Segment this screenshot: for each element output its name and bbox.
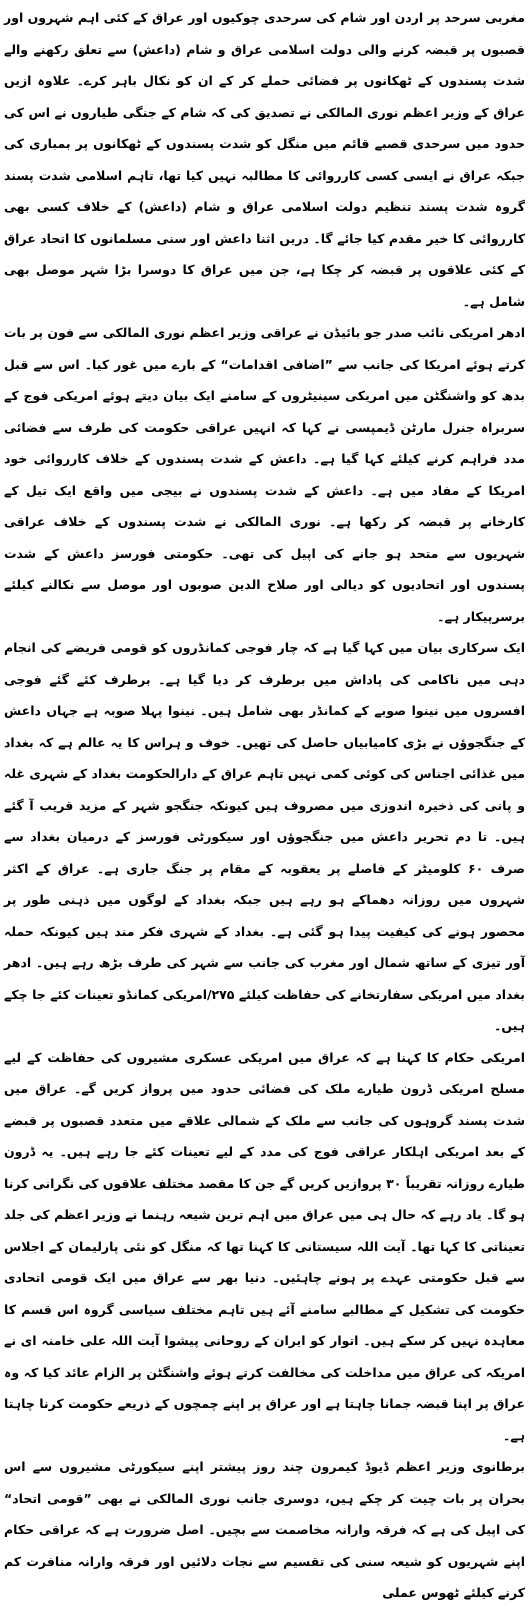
article-paragraph: ادھر امریکی نائب صدر جو بائیڈن نے عراقی وزیر اعظم نوری المالکی سے فون پر بات کرتے ہوئے امریکا کی جانب سے ”اضافی اقدامات“ کے بارے میں غور کیا۔ اس سے قبل بدھ کو واشنگٹن میں امریکی سینیٹروں کے سامنے ایک بیان دیتے ہوئے امریکی فوج کے سربراہ جنرل مارٹن ڈیمپسی نے کہا کہ انہیں عراقی حکومت کی طرف سے فضائی مدد فراہم کرنے کیلئے کہا گیا ہے۔ داعش کے شدت پسندوں کے خلاف کارروائی خود امریکا کے مفاد میں ہے۔ داعش کے شدت پسندوں نے بیجی میں واقع ایک تیل کے کارخانے پر قبضہ کر رکھا ہے۔ نوری المالکی نے شدت پسندوں کے خلاف عراقی شہریوں سے متحد ہو جانے کی اپیل کی تھی۔ حکومتی فورسز داعش کے شدت پسندوں اور اتحادیوں کو دیالی اور صلاح الدین صوبوں اور موصل سے نکالنے کیلئے برسرپیکار ہے۔	[4, 325, 525, 624]
article-paragraph: ایک سرکاری بیان میں کہا گیا ہے کہ چار فوجی کمانڈروں کو قومی فریضے کی انجام دہی میں ناکامی کی پاداش میں برطرف کر دیا گیا ہے۔ برطرف کئے گئے فوجی افسروں میں نینوا صوبے کے کمانڈر بھی شامل ہیں۔ نینوا پہلا صوبہ ہے جہاں داعش کے جنگجوؤں نے بڑی کامیابیاں حاصل کی تھیں۔ خوف و ہراس کا یہ عالم ہے کہ بغداد میں غذائی اجناس کی کوئی کمی نہیں تاہم عراق کے دارالحکومت بغداد کے شہری غلہ و پانی کی ذخیرہ اندوزی میں مصروف ہیں کیونکہ جنگجو شہر کے مزید قریب آ گئے ہیں۔ تا دم تحریر داعش میں جنگجوؤں اور سیکورٹی فورسز کے درمیان بغداد سے صرف ۶۰ کلومیٹر کے فاصلے پر یعقوبہ کے مقام پر جنگ جاری ہے۔ عراق کے اکثر شہروں میں روزانہ دھماکے ہو رہے ہیں جبکہ بغداد کے لوگوں میں ذہنی طور پر محصور ہونے کی کیفیت پیدا ہو گئی ہے۔ بغداد کے شہری فکر مند ہیں کیونکہ حملہ آور تیزی کے ساتھ شمال اور مغرب کی جانب سے شہر کی طرف بڑھ رہے ہیں۔ ادھر بغداد میں امریکی سفارتخانے کی حفاظت کیلئے ۲۷۵/امریکی کمانڈو تعینات کئے جا چکے ہیں۔	[4, 640, 525, 1033]
news-article	[4, 2, 525, 1600]
article-paragraph: مغربی سرحد پر اردن اور شام کی سرحدی چوکیوں اور عراق کے کئی اہم شہروں اور قصبوں پر قبضہ کرنے والی دولت اسلامی عراق و شام (داعش) سے تعلق رکھنے والے شدت پسندوں کے ٹھکانوں پر فضائی حملے کر کے ان کو نکال باہر کرے۔ علاوہ ازیں عراق کے وزیر اعظم نوری المالکی نے تصدیق کی کہ شام کے جنگی طیاروں نے اس کی حدود میں سرحدی قصبے قائم میں منگل کو شدت پسندوں کے ٹھکانوں پر بمباری کی جبکہ عراق نے ایسی کسی کارروائی کا مطالبہ نہیں کیا تھا، تاہم اسلامی شدت پسند گروہ شدت پسند تنظیم دولت اسلامی عراق و شام (داعش) کے خلاف کسی بھی کارروائی کا خیر مقدم کیا جائے گا۔ دریں اثنا داعش اور سنی مسلمانوں کا اتحاد عراق کے کئی علاقوں پر قبضہ کر چکا ہے، جن میں عراق کا دوسرا بڑا شہر موصل بھی شامل ہے۔	[4, 10, 525, 309]
article-paragraph: امریکی حکام کا کہنا ہے کہ عراق میں امریکی عسکری مشیروں کی حفاظت کے لیے مسلح امریکی ڈرون طیارے ملک کی فضائی حدود میں پرواز کریں گے۔ عراق میں شدت پسند گروہوں کی جانب سے ملک کے شمالی علاقے میں متعدد قصبوں پر قبضے کے بعد امریکی اہلکار عراقی فوج کی مدد کے لیے تعینات کئے جا رہے ہیں۔ یہ ڈرون طیارے روزانہ تقریباً ۳۰ پروازیں کریں گے جن کا مقصد مختلف علاقوں کی نگرانی کرنا ہو گا۔ یاد رہے کہ حال ہی میں عراق میں اہم ترین شیعہ رہنما نے وزیر اعظم کی جلد تعیناتی کا کہا تھا۔ آیت اللہ سیستانی کا کہنا تھا کہ منگل کو نئی پارلیمان کے اجلاس سے قبل حکومتی عہدے پر ہونے چاہئیں۔ دنیا بھر سے عراق میں ایک قومی اتحادی حکومت کی تشکیل کے مطالبے سامنے آئے ہیں تاہم مختلف سیاسی گروہ اس قسم کا معاہدہ نہیں کر سکے ہیں۔ اتوار کو ایران کے روحانی پیشوا آیت اللہ علی خامنہ ای نے امریکہ کی عراق میں مداخلت کی مخالفت کرتے ہوئے واشنگٹن پر الزام عائد کیا کہ وہ عراق پر اپنا قبضہ جمانا چاہتا ہے اور عراق پر اپنے چمچوں کے ذریعے حکومت کرنا چاہتا ہے۔	[4, 1049, 525, 1443]
article-paragraph: برطانوی وزیر اعظم ڈیوڈ کیمرون چند روز پیشتر اپنے سیکورٹی مشیروں سے اس بحران پر بات چیت کر چکے ہیں، دوسری جانب نوری المالکی نے بھی ”قومی اتحاد“ کی اپیل کی ہے کہ فرقہ وارانہ مخاصمت سے بچیں۔ اصل ضرورت ہے کہ عراقی حکام اپنے شہریوں کو شیعہ سنی کی تقسیم سے نجات دلائیں اور فرقہ وارانہ منافرت کم کرنے کیلئے ٹھوس عملی	[4, 1459, 525, 1600]
